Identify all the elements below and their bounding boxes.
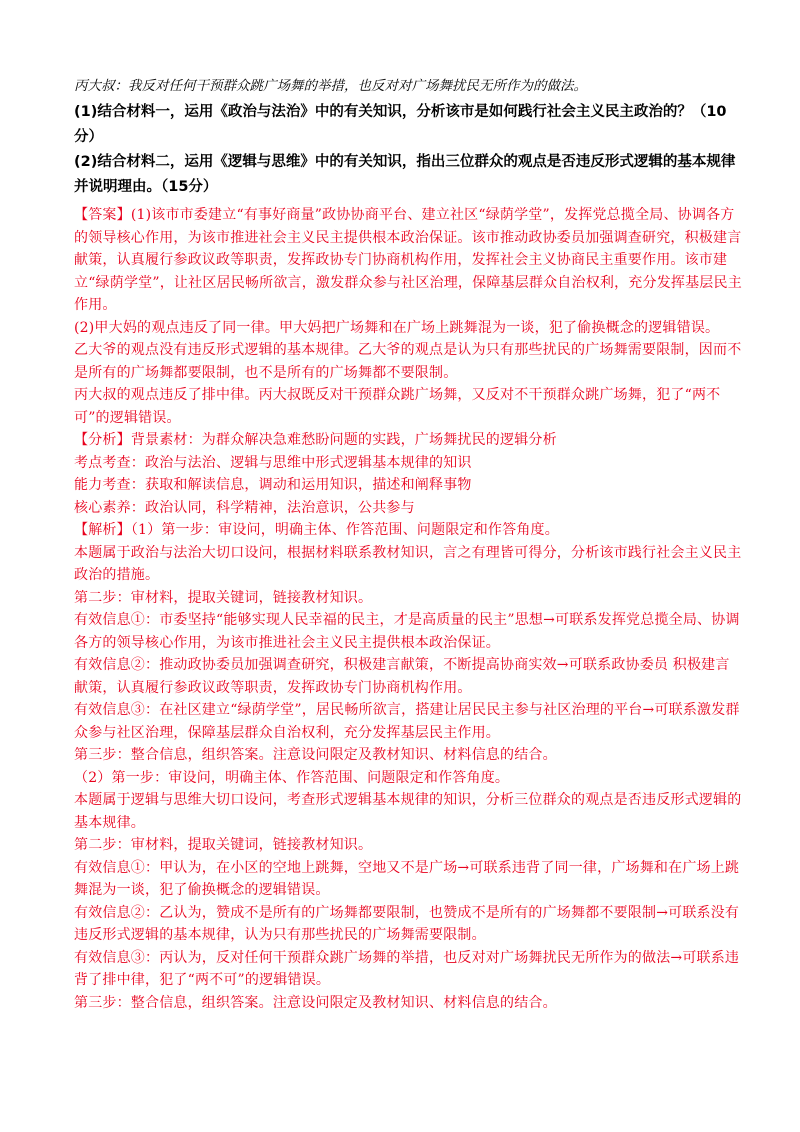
explanation-p2-step2: 第二步：审材料，提取关键词，链接教材知识。 bbox=[74, 837, 373, 853]
explanation-p1-step2: 第二步：审材料，提取关键词，链接教材知识。 bbox=[74, 589, 373, 606]
explanation-p1-step3: 第三步：整合信息，组织答案。注意设问限定及教材知识、材料信息的结合。 bbox=[74, 747, 557, 763]
explanation-p2-step3: 第三步：整合信息，组织答案。注意设问限定及教材知识、材料信息的结合。 bbox=[74, 994, 557, 1011]
explanation-p2-info1: 有效信息①：甲认为，在小区的空地上跳舞，空地又不是广场→可联系违背了同一律，广场舞和在广场上跳舞混为一谈，犯了偷换概念的逻辑错误。 bbox=[74, 859, 740, 898]
explanation-p2-info3: 有效信息③：丙认为，反对任何干预群众跳广场舞的举措，也反对对广场舞扰民无所作为的做法→可联系违背了排中律，犯了“两不可”的逻辑错误。 bbox=[74, 949, 740, 988]
answer-label: 【答案】 bbox=[74, 207, 131, 223]
analysis-label: 【分析】 bbox=[74, 432, 131, 448]
analysis-exam-points: 考点考查：政治与法治、逻辑与思维中形式逻辑基本规律的知识 bbox=[74, 454, 472, 471]
answer-part-2c: 丙大叔的观点违反了排中律。丙大叔既反对干预群众跳广场舞，又反对不干预群众跳广场舞，犯了“两不可”的逻辑错误。 bbox=[74, 387, 721, 426]
analysis-background-text: 背景素材：为群众解决急难愁盼问题的实践，广场舞扰民的逻辑分析 bbox=[130, 432, 557, 448]
analysis-literacy: 核心素养：政治认同，科学精神，法治意识，公共参与 bbox=[74, 499, 415, 516]
explanation-p1-step1-text: （1）第一步：审设问，明确主体、作答范围、问题限定和作答角度。 bbox=[130, 522, 559, 538]
explanation-p1-info1: 有效信息①：市委坚持“能够实现人民幸福的民主，才是高质量的民主”思想→可联系发挥党总揽全局、协调各方的领导核心作用，为该市推进社会主义民主提供根本政治保证。 bbox=[74, 612, 740, 651]
answer-part-1-text: (1)该市市委建立“有事好商量”政协协商平台、建立社区“绿荫学堂”，发挥党总揽全局、协调各方的领导核心作用，为该市推进社会主义民主提供根本政治保证。该市推动政协委员加强调查研究，积极建言献策，认真履行参政议政等职责，发挥政协专门协商机构作用，发挥社会主义协商民主重要作用。该市建立“绿荫学堂”，让社区居民畅所欲言，激发群众参与社区治理，保障基层群众自治权利，充分发挥基层民主作用。 bbox=[74, 207, 742, 313]
answer-part-2a: (2)甲大妈的观点违反了同一律。甲大妈把广场舞和在广场上跳舞混为一谈，犯了偷换概念的逻辑错误。 bbox=[74, 319, 720, 336]
explanation-p2-info2: 有效信息②：乙认为，赞成不是所有的广场舞都要限制，也赞成不是所有的广场舞都不要限制→可联系没有违反形式逻辑的基本规律，认为只有那些扰民的广场舞需要限制。 bbox=[74, 904, 740, 943]
question-2: (2)结合材料二，运用《逻辑与思维》中的有关知识，指出三位群众的观点是否违反形式逻辑的基本规律并说明理由。（15分） bbox=[74, 154, 736, 195]
explanation-p1-info2: 有效信息②：推动政协委员加强调查研究，积极建言献策，不断提高协商实效→可联系政协委员 积极建言献策，认真履行参政议政等职责，发挥政协专门协商机构作用。 bbox=[74, 657, 730, 696]
answer-part-2b: 乙大爷的观点没有违反形式逻辑的基本规律。乙大爷的观点是认为只有那些扰民的广场舞需要限制，因而不是所有的广场舞都要限制，也不是所有的广场舞都不要限制。 bbox=[74, 342, 742, 381]
question-1: (1)结合材料一，运用《政治与法治》中的有关知识，分析该市是如何践行社会主义民主政治的？（10分） bbox=[74, 104, 727, 145]
explanation-label: 【解析】 bbox=[74, 522, 131, 538]
analysis-ability: 能力考查：获取和解读信息，调动和运用知识，描述和阐释事物 bbox=[74, 477, 472, 493]
explanation-p1-step1 bbox=[74, 519, 742, 542]
explanation-p1-info3: 有效信息③：在社区建立“绿荫学堂”，居民畅所欲言，搭建让居民民主参与社区治理的平台→可联系激发群众参与社区治理，保障基层群众自治权利，充分发挥基层民主作用。 bbox=[74, 702, 740, 741]
explanation-p2-intro: 本题属于逻辑与思维大切口设问，考查形式逻辑基本规律的知识，分析三位群众的观点是否违反形式逻辑的基本规律。 bbox=[74, 792, 742, 831]
answer-part-1 bbox=[74, 204, 742, 317]
explanation-p1-intro: 本题属于政治与法治大切口设问，根据材料联系教材知识，言之有理皆可得分，分析该市践行社会主义民主政治的措施。 bbox=[74, 544, 742, 583]
material-intro-line: 丙大叔：我反对任何干预群众跳广场舞的举措，也反对对广场舞扰民无所作为的做法。 bbox=[74, 78, 587, 94]
explanation-p2-step1: （2）第一步：审设问，明确主体、作答范围、问题限定和作答角度。 bbox=[74, 769, 510, 786]
analysis-background bbox=[74, 429, 742, 452]
